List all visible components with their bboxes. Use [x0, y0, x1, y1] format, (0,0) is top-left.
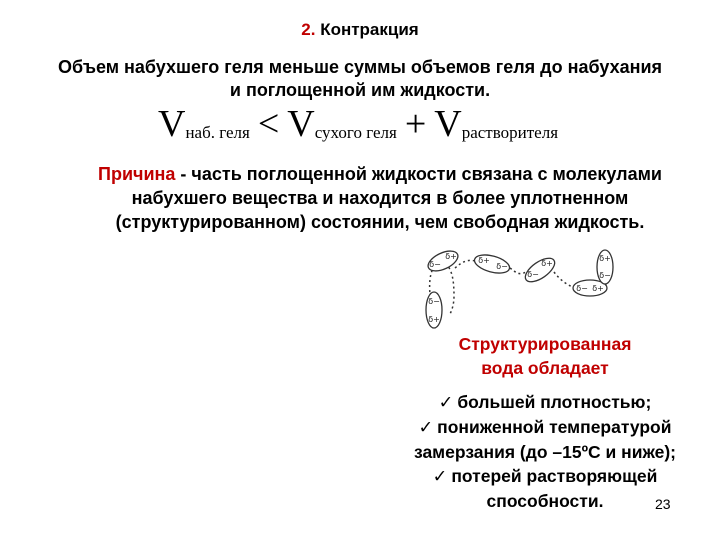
property-solvency-text-1: потерей растворяющей	[451, 466, 658, 486]
definition-line-1: Объем набухшего геля меньше суммы объемов геля до набухания	[57, 57, 663, 77]
reason-line-2: набухшего вещества и находится в более уплотненном	[131, 188, 629, 208]
volume-formula	[158, 104, 558, 144]
formula-v-3: V	[434, 103, 462, 145]
formula-v-2: V	[287, 103, 315, 145]
property-solvency-text-2: способности.	[486, 491, 604, 511]
property-item-density	[380, 390, 710, 415]
reason-line-3: (структурированном) состоянии, чем свободная жидкость.	[115, 212, 645, 232]
slide-title	[0, 20, 720, 40]
title-number: 2.	[301, 20, 316, 39]
property-freezing-text-1: пониженной температурой	[437, 417, 672, 437]
formula-sub-solvent: растворителя	[461, 123, 559, 142]
dipole-3-charge-b: δ+	[541, 259, 553, 268]
dipole-5-charge-b: δ−	[599, 271, 611, 280]
formula-sub-dry-gel: сухого геля	[314, 123, 397, 142]
structured-water-heading-2: вода обладает	[481, 358, 609, 378]
dipole-1-charge-a: δ−	[429, 260, 441, 269]
dipole-6-charge-a: δ−	[428, 297, 440, 306]
title-text: Контракция	[320, 20, 419, 39]
property-item-solvency	[380, 464, 710, 489]
dipole-3-charge-a: δ−	[527, 270, 539, 279]
formula-less-than: <	[257, 103, 280, 145]
checkmark-icon: ✓	[432, 467, 448, 487]
page-number: 23	[655, 496, 671, 512]
reason-label: Причина	[98, 164, 176, 184]
water-dipole-chain-diagram	[418, 244, 623, 334]
dipole-2-charge-a: δ+	[478, 256, 490, 265]
reason-paragraph	[50, 162, 710, 234]
structured-water-heading-1: Структурированная	[458, 334, 632, 354]
reason-line-1-text: - часть поглощенной жидкости связана с молекулами	[175, 164, 662, 184]
dipole-4-charge-a: δ−	[576, 284, 588, 293]
property-freezing-text-2: замерзания (до –15ºC и ниже);	[413, 442, 677, 462]
formula-sub-swollen-gel: наб. геля	[185, 123, 250, 142]
structured-water-block	[380, 332, 710, 513]
formula-plus: +	[404, 103, 427, 145]
dipole-6-charge-b: δ+	[428, 315, 440, 324]
reason-line-1	[50, 162, 710, 186]
dipole-1-charge-b: δ+	[445, 252, 457, 261]
checkmark-icon: ✓	[438, 393, 454, 413]
formula-v-1: V	[158, 103, 186, 145]
dipole-5-charge-a: δ+	[599, 254, 611, 263]
dipole-4-charge-b: δ+	[592, 284, 604, 293]
definition-line-2: и поглощенной им жидкости.	[229, 80, 491, 100]
property-item-freezing	[380, 415, 710, 440]
definition-paragraph	[10, 56, 710, 102]
property-density-text: большей плотностью;	[457, 392, 652, 412]
checkmark-icon: ✓	[418, 418, 434, 438]
dipole-2-charge-b: δ−	[496, 262, 508, 271]
